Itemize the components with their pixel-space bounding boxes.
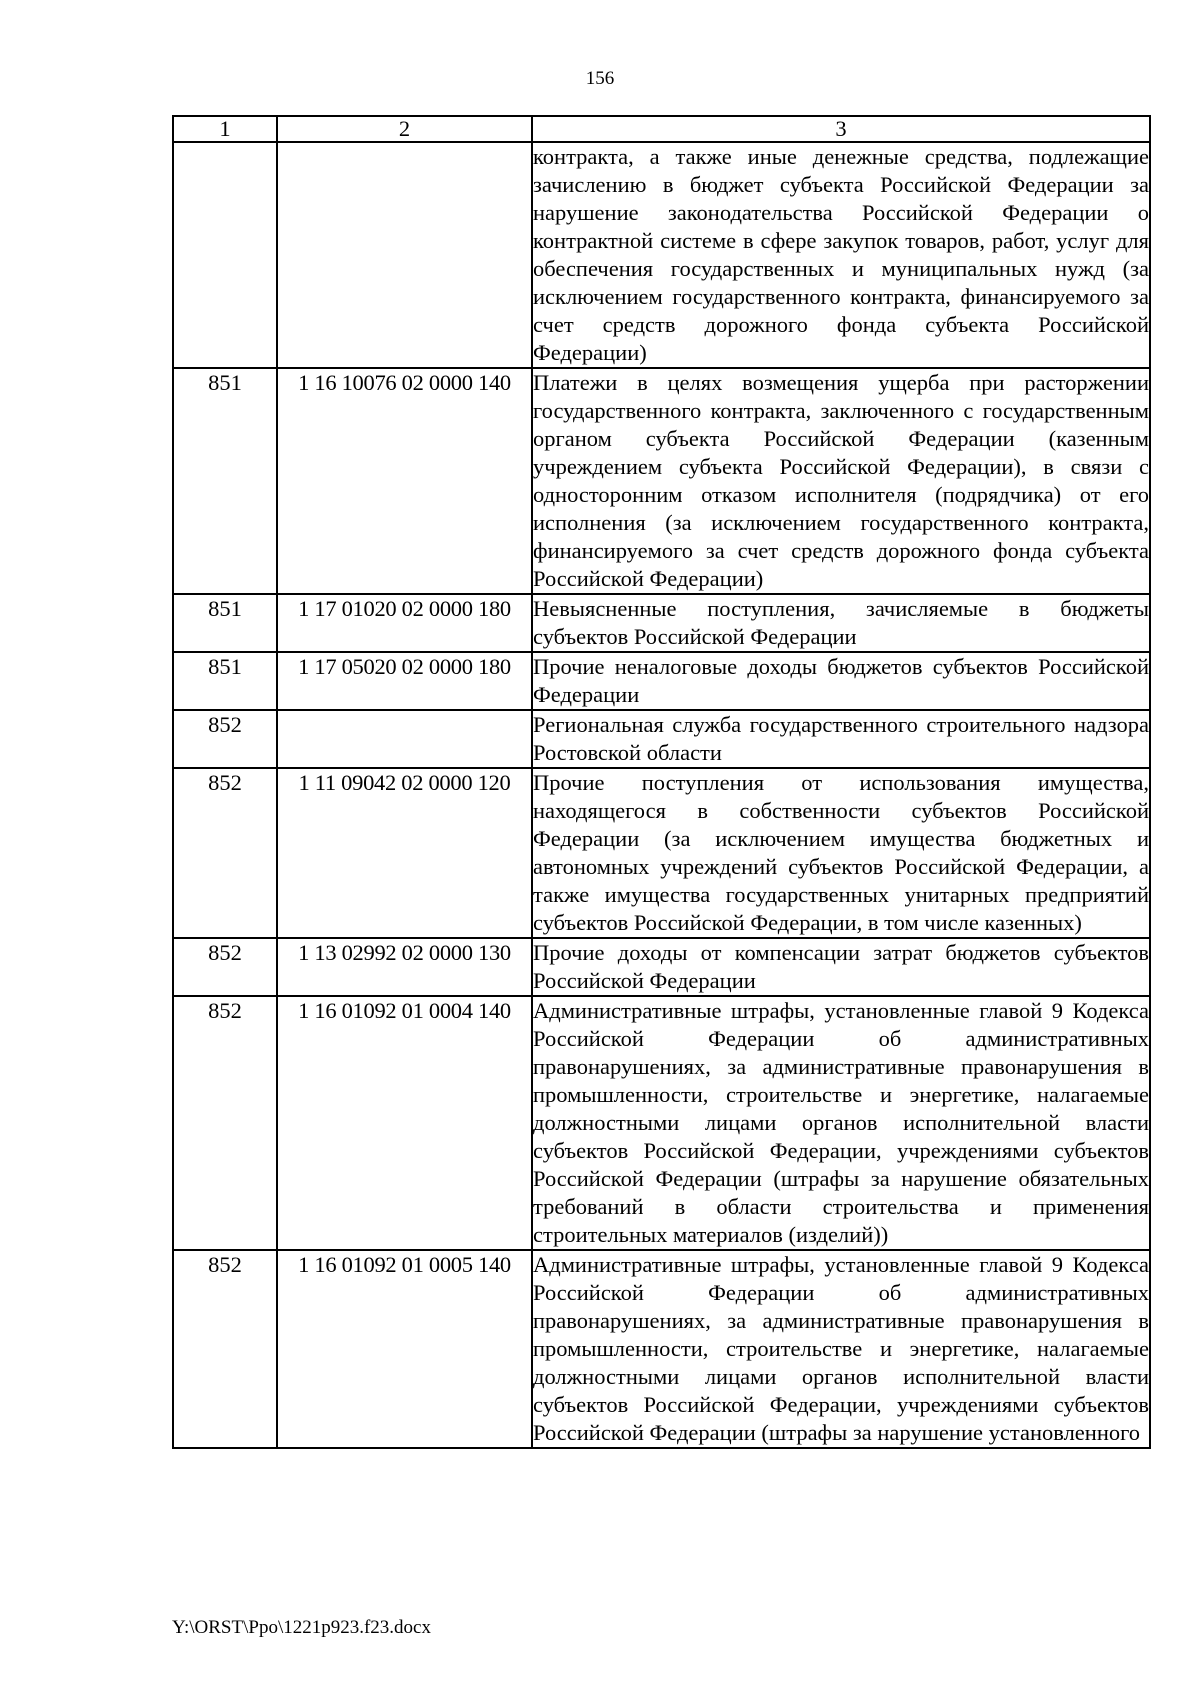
budget-code-cell: 1 13 02992 02 0000 130 (277, 938, 532, 996)
description-cell: Прочие поступления от использования имущества, находящегося в собственности субъектов Российской Федерации (за исключением имущества бюджетных и автономных учреждений субъектов Российской Федерации, а также имущества государственных унитарных предприятий субъектов Российской Федерации, в том числе казенных) (532, 768, 1150, 938)
header-col-2: 2 (277, 116, 532, 142)
administrator-code-cell: 852 (173, 710, 277, 768)
budget-code-cell: 1 17 05020 02 0000 180 (277, 652, 532, 710)
table-row (173, 368, 1150, 594)
administrator-code-cell: 852 (173, 1250, 277, 1448)
administrator-code-cell: 852 (173, 938, 277, 996)
table-header-row (173, 116, 1150, 142)
header-col-3: 3 (532, 116, 1150, 142)
description-cell: Платежи в целях возмещения ущерба при расторжении государственного контракта, заключенного с государственным органом субъекта Российской Федерации (казенным учреждением субъекта Российской Федерации), в связи с односторонним отказом исполнителя (подрядчика) от его исполнения (за исключением государственного контракта, финансируемого за счет средств дорожного фонда субъекта Российской Федерации) (532, 368, 1150, 594)
table-row (173, 652, 1150, 710)
budget-code-cell: 1 17 01020 02 0000 180 (277, 594, 532, 652)
footer-file-path: Y:\ORST\Ppo\1221p923.f23.docx (172, 1617, 431, 1638)
administrator-code-cell (173, 142, 277, 368)
table-row (173, 768, 1150, 938)
description-cell: контракта, а также иные денежные средства, подлежащие зачислению в бюджет субъекта Российской Федерации за нарушение законодательства Российской Федерации о контрактной системе в сфере закупок товаров, работ, услуг для обеспечения государственных и муниципальных нужд (за исключением государственного контракта, финансируемого за счет средств дорожного фонда субъекта Российской Федерации) (532, 142, 1150, 368)
table-row (173, 594, 1150, 652)
administrator-code-cell: 852 (173, 996, 277, 1250)
description-cell: Региональная служба государственного строительного надзора Ростовской области (532, 710, 1150, 768)
budget-code-cell: 1 11 09042 02 0000 120 (277, 768, 532, 938)
table-row (173, 1250, 1150, 1448)
description-cell: Административные штрафы, установленные главой 9 Кодекса Российской Федерации об административных правонарушениях, за административные правонарушения в промышленности, строительстве и энергетике, налагаемые должностными лицами органов исполнительной власти субъектов Российской Федерации, учреждениями субъектов Российской Федерации (штрафы за нарушение установленного (532, 1250, 1150, 1448)
description-cell: Административные штрафы, установленные главой 9 Кодекса Российской Федерации об административных правонарушениях, за административные правонарушения в промышленности, строительстве и энергетике, налагаемые должностными лицами органов исполнительной власти субъектов Российской Федерации, учреждениями субъектов Российской Федерации (штрафы за нарушение обязательных требований в области строительства и применения строительных материалов (изделий)) (532, 996, 1150, 1250)
table-row (173, 938, 1150, 996)
budget-code-cell (277, 710, 532, 768)
page-number: 156 (585, 68, 615, 89)
description-cell: Невыясненные поступления, зачисляемые в бюджеты субъектов Российской Федерации (532, 594, 1150, 652)
administrator-code-cell: 852 (173, 768, 277, 938)
budget-code-cell: 1 16 01092 01 0004 140 (277, 996, 532, 1250)
description-cell: Прочие неналоговые доходы бюджетов субъектов Российской Федерации (532, 652, 1150, 710)
table-row (173, 710, 1150, 768)
table-row (173, 142, 1150, 368)
description-cell: Прочие доходы от компенсации затрат бюджетов субъектов Российской Федерации (532, 938, 1150, 996)
administrator-code-cell: 851 (173, 594, 277, 652)
header-col-1: 1 (173, 116, 277, 142)
budget-code-cell: 1 16 01092 01 0005 140 (277, 1250, 532, 1448)
table-row (173, 996, 1150, 1250)
budget-code-cell (277, 142, 532, 368)
administrator-code-cell: 851 (173, 652, 277, 710)
revenue-codes-table (172, 115, 1151, 1449)
administrator-code-cell: 851 (173, 368, 277, 594)
budget-code-cell: 1 16 10076 02 0000 140 (277, 368, 532, 594)
